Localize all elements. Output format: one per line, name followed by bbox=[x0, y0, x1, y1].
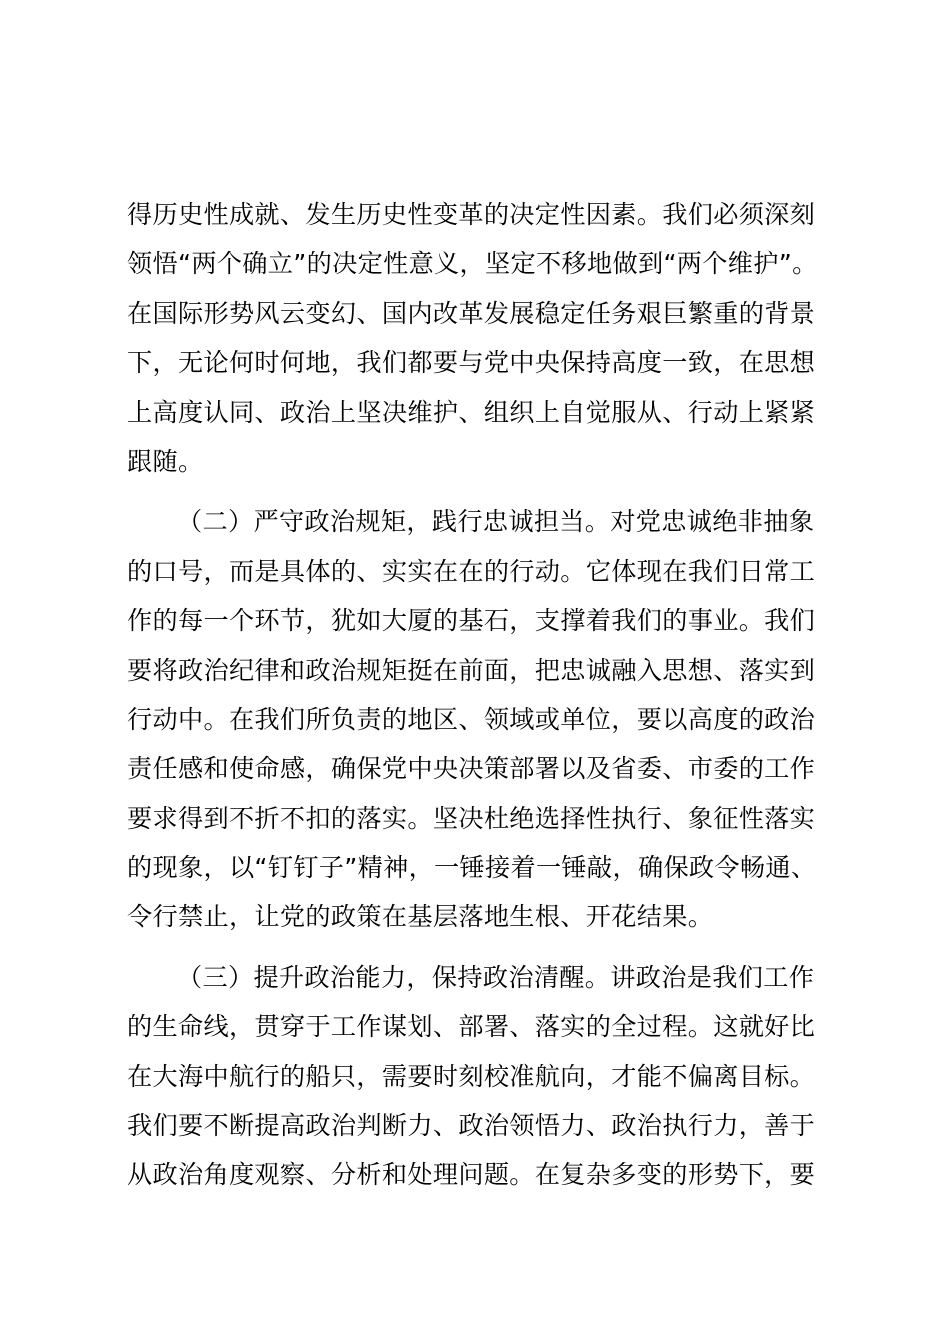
section-heading-line: （三）提升政治能力，保持政治清醒。讲政治是我们工作 bbox=[177, 962, 815, 992]
text-line: 领悟“两个确立”的决定性意义，坚定不移地做到“两个维护”。 bbox=[127, 249, 818, 279]
text-line: 的生命线，贯穿于工作谋划、部署、落实的全过程。这就好比 bbox=[127, 1012, 816, 1042]
text-line: 上高度认同、政治上坚决维护、组织上自觉服从、行动上紧紧 bbox=[127, 397, 816, 427]
paragraph-continuation bbox=[127, 190, 819, 486]
paragraph-section-3 bbox=[127, 953, 819, 1200]
section-heading-line: （二）严守政治规矩，践行忠诚担当。对党忠诚绝非抽象 bbox=[177, 507, 815, 537]
paragraph-section-2 bbox=[127, 497, 819, 942]
text-line: 的口号，而是具体的、实实在在的行动。它体现在我们日常工 bbox=[127, 556, 816, 586]
text-line: 的现象，以“钉钉子”精神，一锤接着一锤敲，确保政令畅通、 bbox=[127, 853, 817, 883]
text-line: 责任感和使命感，确保党中央决策部署以及省委、市委的工作 bbox=[127, 754, 816, 784]
paragraph-spacing bbox=[127, 942, 819, 953]
paragraph-spacing bbox=[127, 486, 819, 497]
text-line: 要求得到不折不扣的落实。坚决杜绝选择性执行、象征性落实 bbox=[127, 803, 816, 833]
text-line: 我们要不断提高政治判断力、政治领悟力、政治执行力，善于 bbox=[127, 1111, 816, 1141]
text-line: 在大海中航行的船只，需要时刻校准航向，才能不偏离目标。 bbox=[127, 1061, 816, 1091]
text-line: 行动中。在我们所负责的地区、领域或单位，要以高度的政治 bbox=[127, 704, 816, 734]
text-line: 从政治角度观察、分析和处理问题。在复杂多变的形势下，要 bbox=[127, 1160, 816, 1190]
text-line: 在国际形势风云变幻、国内改革发展稳定任务艰巨繁重的背景 bbox=[127, 298, 816, 328]
text-line: 得历史性成就、发生历史性变革的决定性因素。我们必须深刻 bbox=[127, 200, 816, 229]
text-line: 令行禁止，让党的政策在基层落地生根、开花结果。 bbox=[127, 902, 714, 932]
text-line: 作的每一个环节，犹如大厦的基石，支撑着我们的事业。我们 bbox=[127, 606, 816, 636]
document-body bbox=[127, 190, 819, 1200]
text-line: 下，无论何时何地，我们都要与党中央保持高度一致，在思想 bbox=[127, 348, 816, 378]
text-line: 跟随。 bbox=[127, 446, 204, 476]
text-line: 要将政治纪律和政治规矩挺在前面，把忠诚融入思想、落实到 bbox=[127, 655, 816, 685]
